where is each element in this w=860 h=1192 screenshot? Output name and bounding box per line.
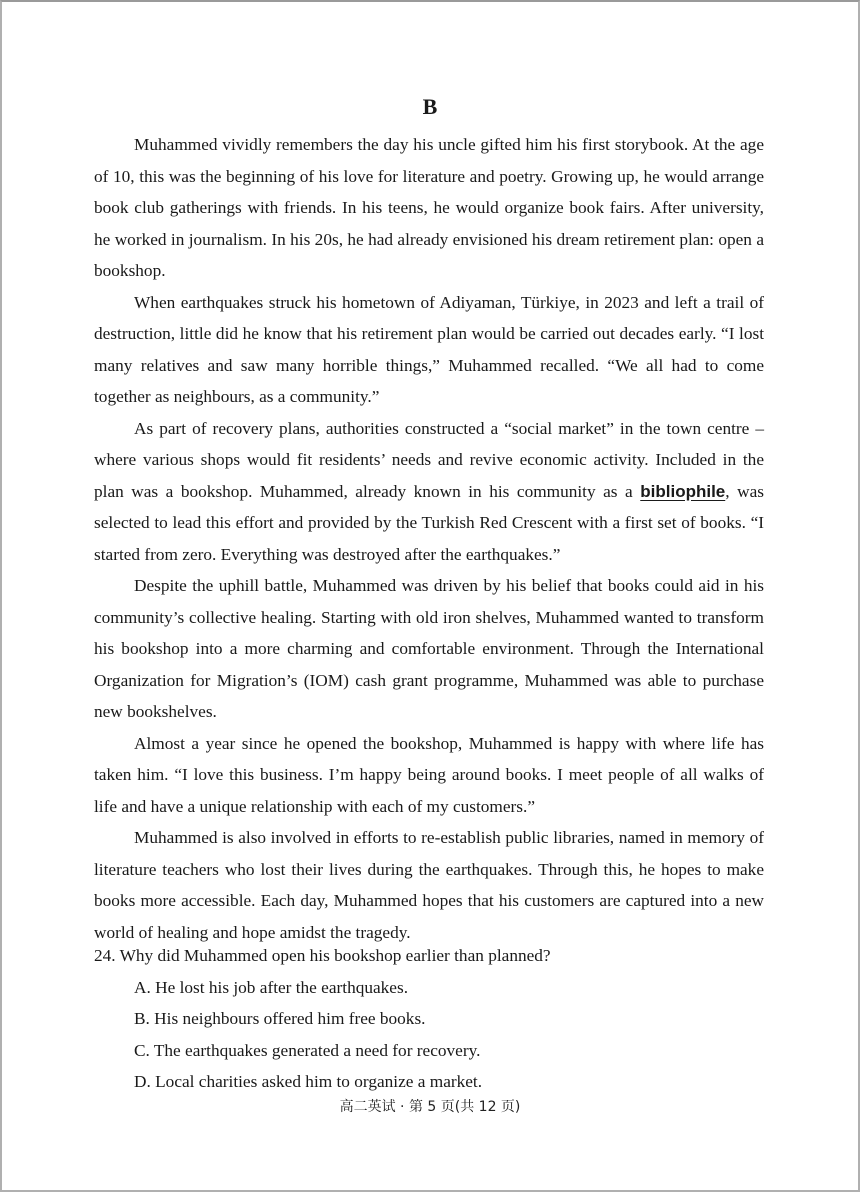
- option-b: B. His neighbours offered him free books.: [134, 1009, 426, 1028]
- paragraph-6: Muhammed is also involved in efforts to re-establish public libraries, named in memory of literature teachers who lost their lives during the earthquakes. Through this, he hopes to make books more accessible. Each day, Muhammed hopes that his customers are captured into a new world of healing and hope amidst the tragedy.: [94, 828, 764, 942]
- page-footer: 高二英试 · 第 5 页(共 12 页): [339, 1099, 521, 1115]
- paragraph-3-text-after: , was selected to lead this effort and provided by the Turkish Red Crescent with a first set of books. “I started from zero. Everything was destroyed after the earthquakes.”: [94, 481, 764, 564]
- paragraph-5: Almost a year since he opened the bookshop, Muhammed is happy with where life has taken him. “I love this business. I’m happy being around books. I meet people of all walks of life and have a unique relationship with each of my customers.”: [94, 733, 764, 816]
- keyword-bibliophile: bibliophile: [640, 481, 726, 501]
- question-stem: 24. Why did Muhammed open his bookshop earlier than planned?: [94, 946, 551, 965]
- paragraph-4: Despite the uphill battle, Muhammed was driven by his belief that books could aid in his community’s collective healing. Starting with old iron shelves, Muhammed wanted to transform his bookshop into a more charming and comfortable environment. Through the International Organization for Migration’s (IOM) cash grant programme, Muhammed was able to purchase new bookshelves.: [94, 576, 764, 721]
- paragraph-3: [94, 413, 764, 571]
- option-c: C. The earthquakes generated a need for recovery.: [134, 1040, 481, 1060]
- section-heading: B: [422, 94, 438, 119]
- reading-passage: [94, 129, 764, 948]
- option-a: A. He lost his job after the earthquakes.: [134, 977, 409, 997]
- paragraph-3-text-before: As part of recovery plans, authorities constructed a “social market” in the town centre – where various shops would fit residents’ needs and revive economic activity. Included in the plan was a bookshop. Muhammed, already known in his community as a: [94, 418, 764, 501]
- paragraph-1: Muhammed vividly remembers the day his uncle gifted him his first storybook. At the age of 10, this was the beginning of his love for literature and poetry. Growing up, he would arrange book club gatherings with friends. In his teens, he would organize book fairs. After university, he worked in journalism. In his 20s, he had already envisioned his dream retirement plan: open a bookshop.: [94, 135, 764, 280]
- paragraph-2: When earthquakes struck his hometown of Adiyaman, Türkiye, in 2023 and left a trail of destruction, little did he know that his retirement plan would be carried out decades early. “I lost many relatives and saw many horrible things,” Muhammed recalled. “We all had to come together as neighbours, as a community.”: [94, 292, 764, 406]
- question-24: [94, 940, 784, 1098]
- option-d: D. Local charities asked him to organize a market.: [134, 1072, 483, 1091]
